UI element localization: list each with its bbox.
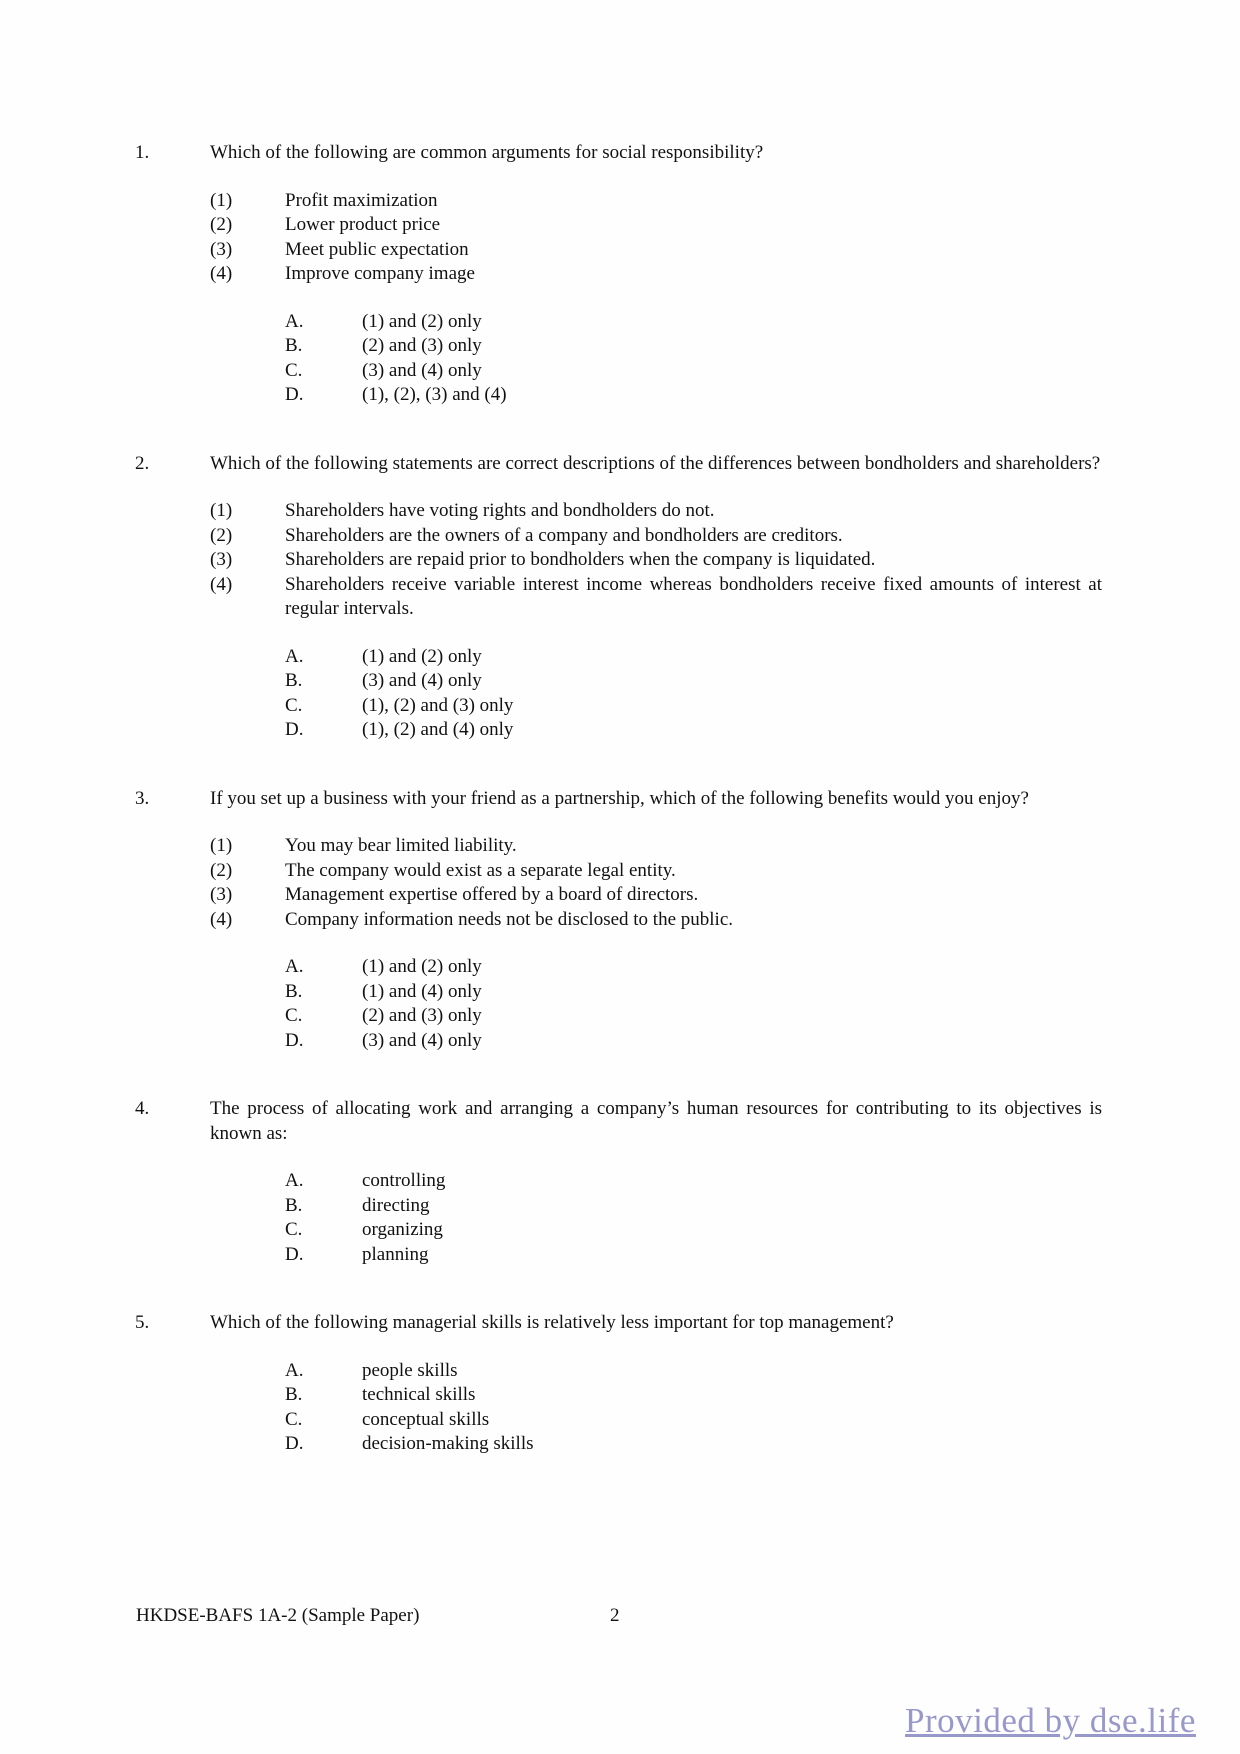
statement-label: (3) — [210, 884, 233, 905]
option-label: C. — [285, 1219, 303, 1240]
statement-text: Shareholders are the owners of a company and bondholders are creditors. — [285, 524, 843, 546]
option-text: controlling — [362, 1170, 446, 1191]
option-row — [285, 383, 1102, 408]
option-label: C. — [285, 359, 303, 381]
option-text: (1) and (2) only — [362, 956, 482, 977]
option-label: B. — [285, 980, 303, 1002]
option-label: A. — [285, 1359, 304, 1381]
option-label: D. — [285, 1243, 304, 1265]
option-label: D. — [285, 384, 304, 405]
option-text: (1) and (2) only — [362, 645, 482, 667]
page-footer — [136, 1604, 1103, 1629]
statement-label: (2) — [210, 859, 233, 881]
option-row — [285, 980, 1102, 1005]
statement-text: The company would exist as a separate legal entity. — [285, 859, 676, 881]
statement-text: Improve company image — [285, 263, 475, 284]
option-text: (2) and (3) only — [362, 335, 482, 356]
option-label: D. — [285, 1029, 304, 1051]
statement-row — [210, 499, 1102, 524]
statement-label: (1) — [210, 835, 233, 856]
question-number: 4. — [135, 1098, 150, 1119]
option-label: A. — [285, 310, 304, 332]
question-3 — [135, 787, 1102, 1054]
option-text: (1) and (4) only — [362, 980, 482, 1002]
statement-label: (1) — [210, 189, 233, 211]
option-label: D. — [285, 1433, 304, 1454]
statement-text: Shareholders are repaid prior to bondholders when the company is liquidated. — [285, 549, 876, 570]
statement-label: (4) — [210, 573, 233, 595]
questions-list — [135, 141, 1102, 1501]
statement-text: Lower product price — [285, 214, 441, 235]
statement-row — [210, 238, 1102, 263]
option-row — [285, 694, 1102, 719]
option-row — [285, 1408, 1102, 1433]
question-stem: Which of the following managerial skills is relatively less important for top management? — [210, 1312, 894, 1333]
statement-text: Management expertise offered by a board of directors. — [285, 884, 699, 905]
statement-row — [210, 524, 1102, 549]
statement-label: (2) — [210, 214, 233, 235]
option-text: (1), (2) and (4) only — [362, 719, 514, 740]
option-text: (3) and (4) only — [362, 359, 482, 381]
option-row — [285, 1218, 1102, 1243]
option-label: C. — [285, 1005, 303, 1026]
option-label: B. — [285, 670, 303, 691]
question-number: 3. — [135, 787, 150, 809]
statement-label: (4) — [210, 908, 233, 930]
question-stem: The process of allocating work and arranging a company’s human resources for contributing to its objectives is known as: — [210, 1098, 1102, 1144]
statement-label: (1) — [210, 500, 233, 521]
statement-text: Meet public expectation — [285, 238, 469, 260]
statement-list — [210, 189, 1102, 287]
question-stem: Which of the following are common arguments for social responsibility? — [210, 142, 764, 163]
option-row — [285, 1383, 1102, 1408]
statement-row — [210, 834, 1102, 859]
statement-row — [210, 573, 1102, 622]
statement-row — [210, 548, 1102, 573]
question-number: 2. — [135, 452, 150, 474]
option-row — [285, 718, 1102, 743]
option-row — [285, 1243, 1102, 1268]
option-list — [285, 645, 1102, 743]
footer-page-number: 2 — [610, 1605, 620, 1626]
option-text: organizing — [362, 1219, 443, 1240]
option-row — [285, 1029, 1102, 1054]
question-stem: If you set up a business with your friend as a partnership, which of the following benefits would you enjoy? — [210, 787, 1029, 809]
option-row — [285, 1194, 1102, 1219]
option-text: (1), (2), (3) and (4) — [362, 384, 507, 405]
statement-text: Company information needs not be disclosed to the public. — [285, 908, 734, 930]
option-label: B. — [285, 1384, 303, 1405]
statement-row — [210, 189, 1102, 214]
option-row — [285, 1432, 1102, 1457]
question-2 — [135, 452, 1102, 743]
option-label: C. — [285, 1408, 303, 1430]
statement-row — [210, 859, 1102, 884]
option-label: B. — [285, 335, 303, 356]
option-row — [285, 669, 1102, 694]
option-list — [285, 955, 1102, 1053]
statement-row — [210, 213, 1102, 238]
statement-text: Shareholders receive variable interest income whereas bondholders receive fixed amounts of interest at regular intervals. — [285, 573, 1102, 619]
option-text: directing — [362, 1194, 430, 1216]
statement-list — [210, 499, 1102, 622]
option-text: decision-making skills — [362, 1433, 534, 1454]
option-label: B. — [285, 1194, 303, 1216]
option-text: (3) and (4) only — [362, 1029, 482, 1051]
statement-label: (3) — [210, 549, 233, 570]
option-list — [285, 310, 1102, 408]
statement-label: (2) — [210, 524, 233, 546]
option-label: A. — [285, 1170, 304, 1191]
statement-text: You may bear limited liability. — [285, 835, 517, 856]
question-number: 1. — [135, 142, 150, 163]
statement-text: Profit maximization — [285, 189, 438, 211]
option-row — [285, 359, 1102, 384]
option-text: planning — [362, 1243, 429, 1265]
option-text: (1) and (2) only — [362, 310, 482, 332]
option-text: (3) and (4) only — [362, 670, 482, 691]
statement-row — [210, 262, 1102, 287]
option-text: technical skills — [362, 1384, 476, 1405]
option-row — [285, 1359, 1102, 1384]
watermark-link[interactable]: Provided by dse.life — [905, 1701, 1196, 1740]
statement-label: (3) — [210, 238, 233, 260]
question-1 — [135, 141, 1102, 408]
question-4 — [135, 1097, 1102, 1267]
option-label: A. — [285, 645, 304, 667]
question-5 — [135, 1311, 1102, 1457]
option-row — [285, 955, 1102, 980]
option-label: D. — [285, 719, 304, 740]
option-text: (2) and (3) only — [362, 1005, 482, 1026]
option-row — [285, 1004, 1102, 1029]
option-row — [285, 334, 1102, 359]
statement-row — [210, 883, 1102, 908]
option-text: conceptual skills — [362, 1408, 490, 1430]
footer-doc-code: HKDSE-BAFS 1A-2 (Sample Paper) — [136, 1605, 420, 1626]
question-stem: Which of the following statements are correct descriptions of the differences between bondholders and shareholders? — [210, 452, 1101, 474]
option-list — [285, 1359, 1102, 1457]
statement-text: Shareholders have voting rights and bondholders do not. — [285, 500, 715, 521]
option-label: A. — [285, 956, 304, 977]
statement-row — [210, 908, 1102, 933]
option-text: people skills — [362, 1359, 458, 1381]
statement-label: (4) — [210, 263, 233, 284]
option-list — [285, 1169, 1102, 1267]
option-text: (1), (2) and (3) only — [362, 694, 514, 716]
statement-list — [210, 834, 1102, 932]
option-label: C. — [285, 694, 303, 716]
option-row — [285, 645, 1102, 670]
question-number: 5. — [135, 1312, 150, 1333]
option-row — [285, 310, 1102, 335]
option-row — [285, 1169, 1102, 1194]
